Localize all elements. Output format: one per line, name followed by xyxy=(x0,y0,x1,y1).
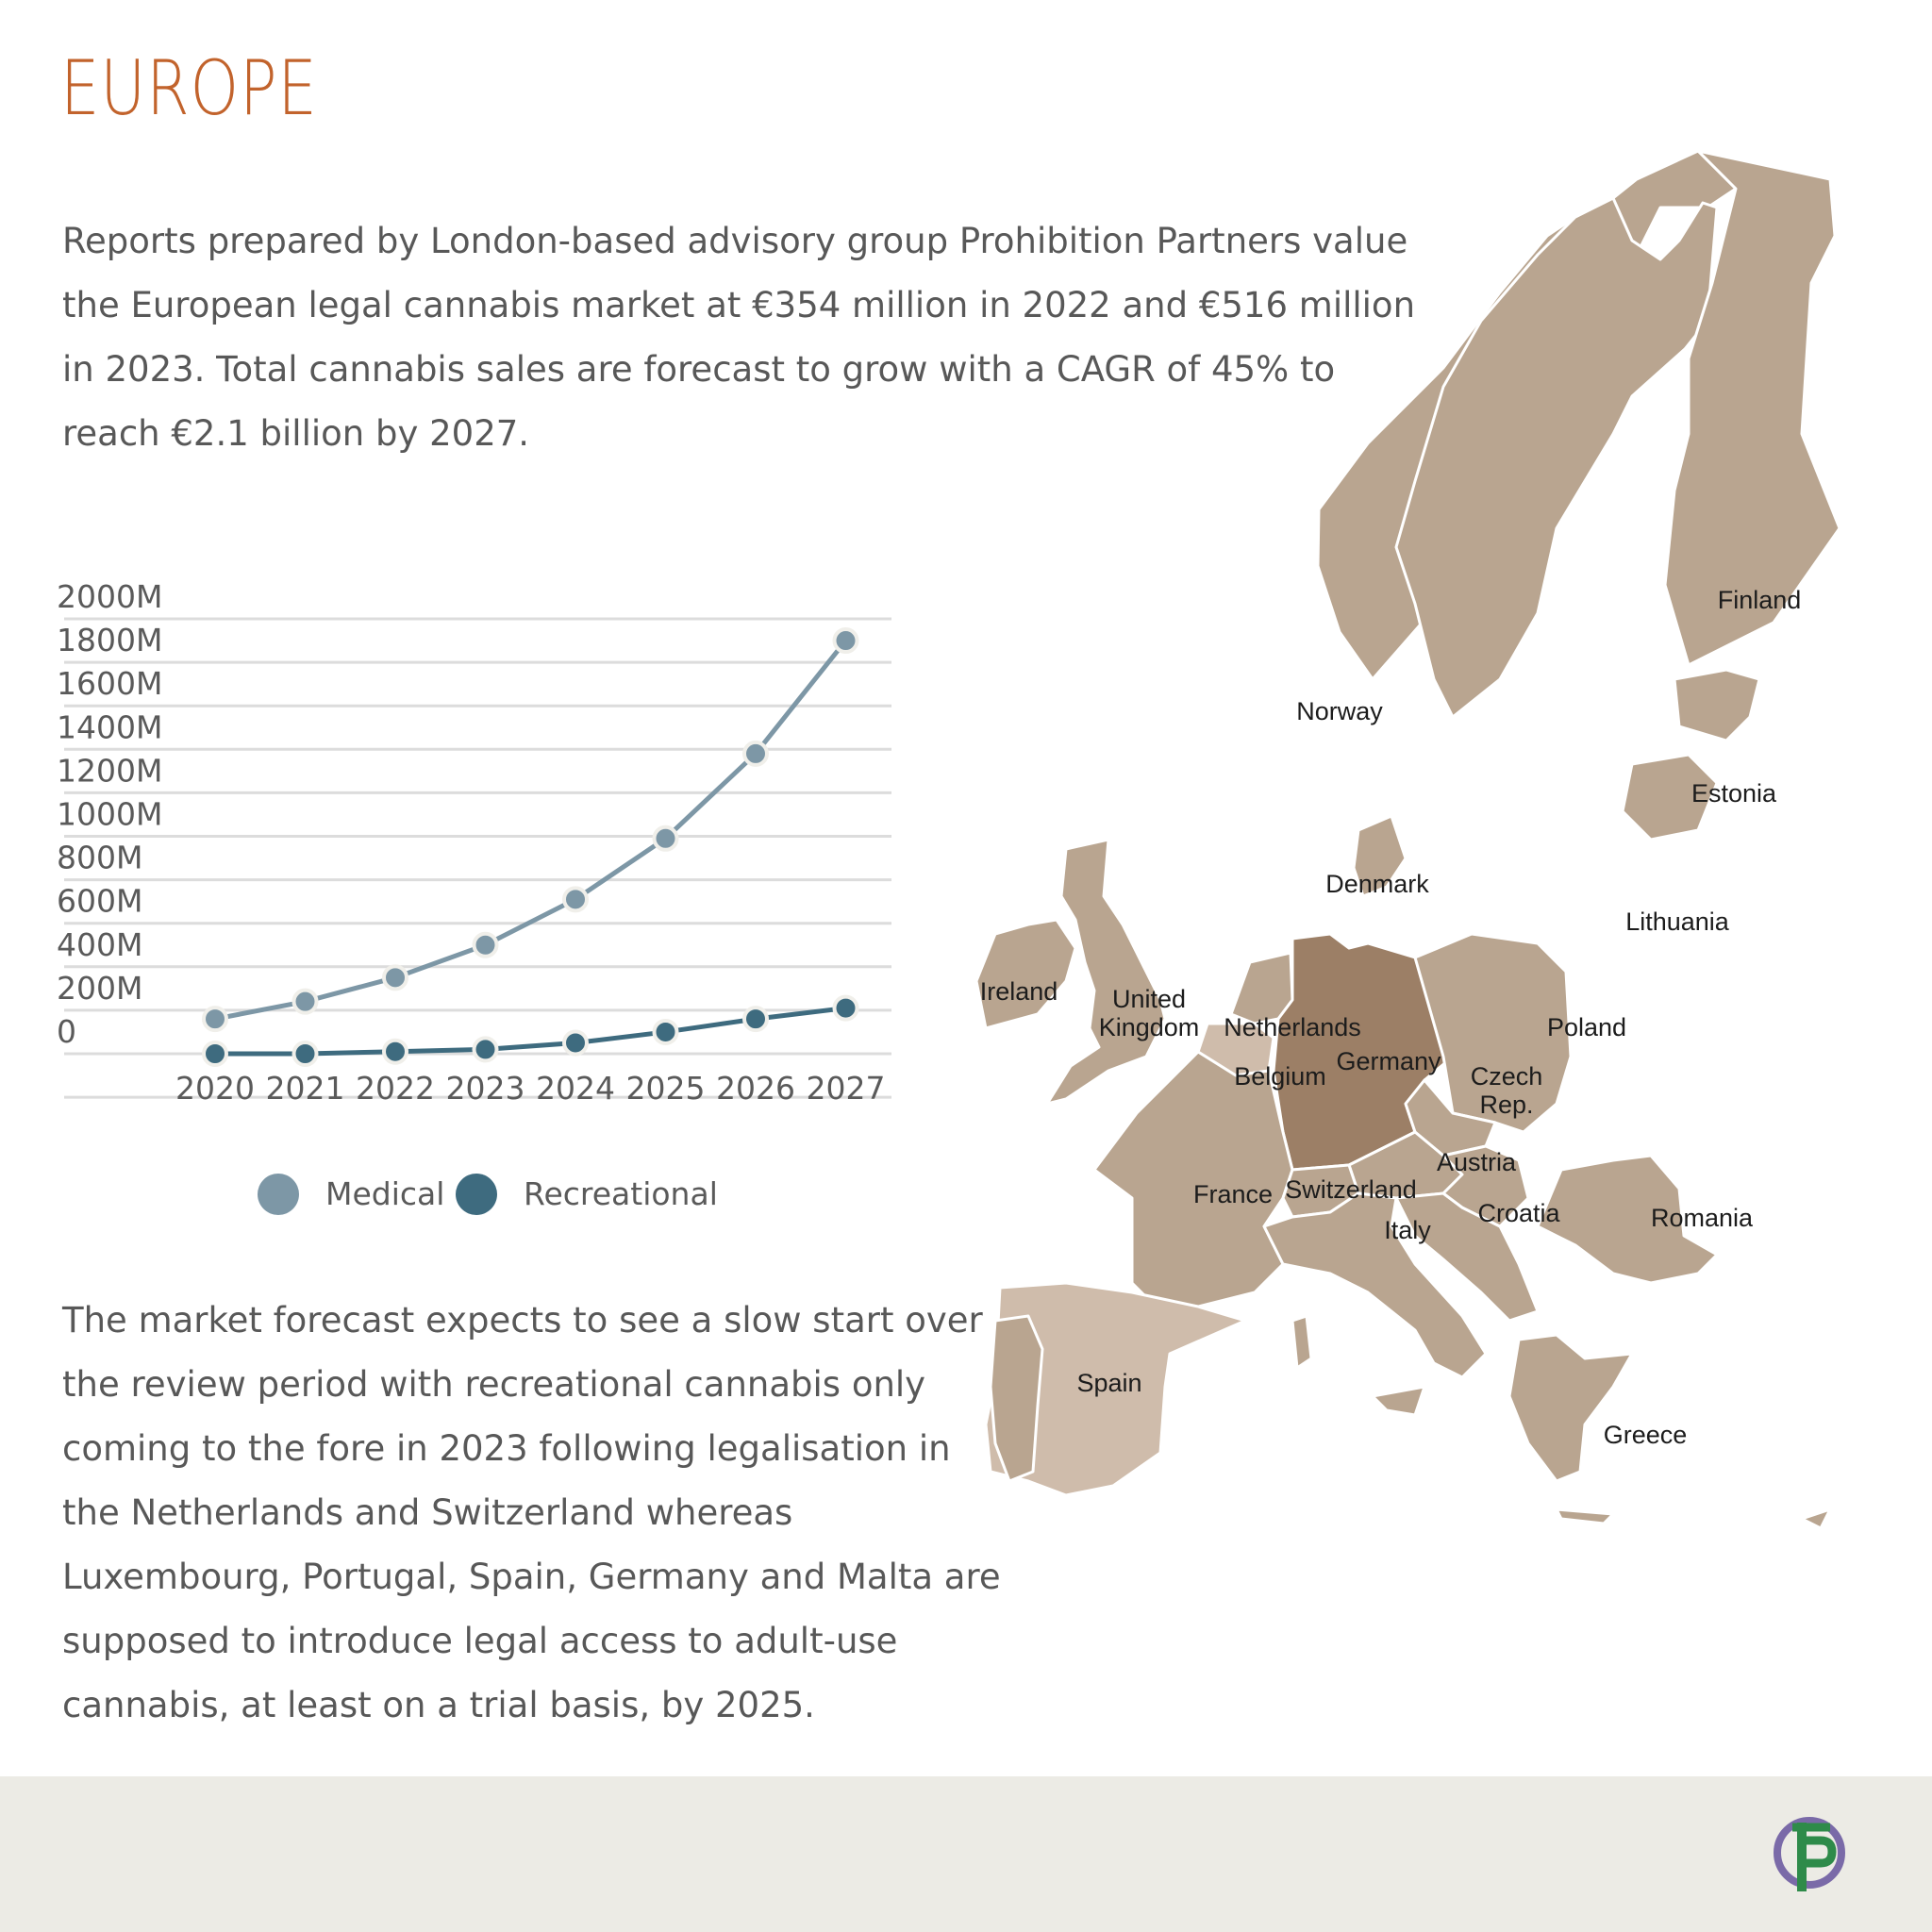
x-tick-label: 2020 xyxy=(175,1070,255,1107)
map-label-united-kingdom-line2: Kingdom xyxy=(1098,1013,1200,1041)
estonia-region xyxy=(1674,670,1759,741)
footer-bar xyxy=(0,1776,1932,1932)
intro-paragraph: Reports prepared by London-based advisory group Prohibition Partners value the European legal cannabis market at €354 million in 2022 and €516 million in 2023. Total cannabis sales are forecast to grow with a CAGR of 45% to reach €2.1 billion by 2027. xyxy=(62,221,1416,454)
data-point-recreational xyxy=(294,1042,317,1065)
sweden-region xyxy=(1396,198,1717,717)
y-tick-label: 200M xyxy=(57,969,143,1007)
map-label-denmark: Denmark xyxy=(1325,870,1429,898)
series-line-medical xyxy=(215,641,846,1019)
data-point-recreational xyxy=(204,1042,226,1065)
x-tick-label: 2026 xyxy=(716,1070,795,1107)
y-tick-label: 0 xyxy=(57,1013,76,1050)
map-label-croatia: Croatia xyxy=(1477,1199,1560,1227)
map-label-norway: Norway xyxy=(1296,697,1383,725)
data-point-recreational xyxy=(835,997,858,1020)
map-label-spain: Spain xyxy=(1076,1369,1142,1397)
x-tick-label: 2021 xyxy=(265,1070,345,1107)
sicily-region xyxy=(1373,1387,1424,1415)
ireland-region xyxy=(976,920,1075,1028)
y-tick-label: 400M xyxy=(57,925,143,963)
y-tick-label: 600M xyxy=(57,882,143,920)
y-tick-label: 1800M xyxy=(57,622,163,659)
map-label-netherlands: Netherlands xyxy=(1224,1013,1361,1041)
data-point-medical xyxy=(655,827,677,850)
data-point-medical xyxy=(294,991,317,1013)
map-label-poland: Poland xyxy=(1546,1013,1627,1041)
map-label-united-kingdom-line1: United xyxy=(1111,985,1187,1013)
data-point-recreational xyxy=(744,1008,767,1030)
page-title: EUROPE xyxy=(60,44,318,132)
europe-map xyxy=(972,151,1877,1547)
x-tick-label: 2022 xyxy=(356,1070,435,1107)
y-axis-ticks xyxy=(57,578,162,1050)
data-point-medical xyxy=(564,888,587,910)
crete-region xyxy=(1557,1509,1613,1524)
map-label-germany: Germany xyxy=(1336,1047,1441,1075)
legend-label-recreational: Recreational xyxy=(524,1175,718,1212)
x-tick-label: 2024 xyxy=(536,1070,615,1107)
data-point-medical xyxy=(384,966,407,989)
line-chart xyxy=(0,547,943,1245)
data-point-recreational xyxy=(384,1041,407,1063)
data-point-medical xyxy=(835,629,858,652)
data-point-medical xyxy=(475,934,497,957)
map-label-ireland: Ireland xyxy=(979,977,1058,1006)
x-axis-ticks xyxy=(175,1070,885,1107)
map-label-france: France xyxy=(1192,1180,1274,1208)
y-tick-label: 1400M xyxy=(57,708,163,746)
chart-legend xyxy=(258,1174,718,1215)
sardinia-region xyxy=(1292,1316,1311,1368)
data-point-recreational xyxy=(564,1031,587,1054)
map-label-switzerland: Switzerland xyxy=(1285,1175,1417,1204)
y-tick-label: 1200M xyxy=(57,752,163,790)
chart-grid xyxy=(64,619,891,1097)
map-label-austria: Austria xyxy=(1436,1148,1517,1176)
map-label-greece: Greece xyxy=(1603,1421,1688,1449)
data-point-recreational xyxy=(475,1038,497,1060)
legend-marker-recreational xyxy=(456,1174,497,1215)
map-label-romania: Romania xyxy=(1650,1204,1754,1232)
y-tick-label: 1600M xyxy=(57,665,163,703)
pb-logo-icon xyxy=(1772,1808,1847,1898)
legend-marker-medical xyxy=(258,1174,299,1215)
data-point-medical xyxy=(204,1008,226,1030)
data-point-recreational xyxy=(655,1021,677,1043)
cyprus-region xyxy=(1802,1509,1830,1528)
map-label-finland: Finland xyxy=(1717,586,1802,614)
greece-region xyxy=(1509,1335,1632,1481)
y-tick-label: 1000M xyxy=(57,795,163,833)
chart-series xyxy=(204,629,858,1065)
x-tick-label: 2025 xyxy=(625,1070,706,1107)
map-label-belgium: Belgium xyxy=(1234,1062,1326,1091)
map-label-lithuania: Lithuania xyxy=(1625,908,1729,936)
legend-label-medical: Medical xyxy=(325,1175,445,1212)
map-label-estonia: Estonia xyxy=(1690,779,1777,808)
outro-paragraph: The market forecast expects to see a slow start over the review period with recreational cannabis only coming to the fore in 2023 following legalisation in the Netherlands and Switzerland whereas Luxembourg, Portugal, Spain, Germany and Malta are supposed to introduce legal access to adult-use cannabis, at least on a trial basis, by 2025. xyxy=(62,1300,1001,1725)
x-tick-label: 2023 xyxy=(445,1070,525,1107)
map-label-italy: Italy xyxy=(1384,1216,1431,1244)
y-tick-label: 800M xyxy=(57,839,143,876)
map-label-czech-line1: Czech xyxy=(1470,1062,1543,1091)
map-label-czech-line2: Rep. xyxy=(1479,1091,1534,1119)
data-point-medical xyxy=(744,742,767,765)
y-tick-label: 2000M xyxy=(57,578,163,615)
x-tick-label: 2027 xyxy=(806,1070,886,1107)
